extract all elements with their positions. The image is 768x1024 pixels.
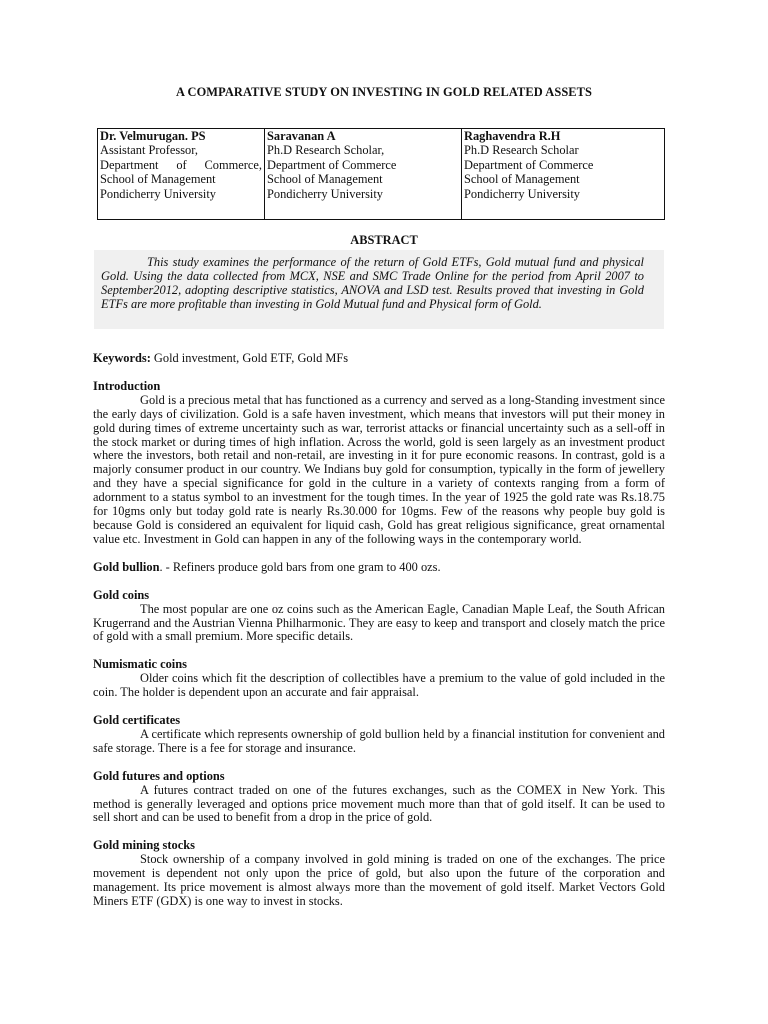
authors-table: [97, 128, 665, 220]
section-text-numismatic-coins: Older coins which fit the description of collectibles have a premium to the value of gold included in the coin. The holder is dependent upon an accurate and fair appraisal.: [93, 671, 665, 700]
author-cell-2: [265, 129, 462, 220]
section-text-gold-certificates: A certificate which represents ownership of gold bullion held by a financial institution for convenient and safe storage. There is a fee for storage and insurance.: [93, 726, 665, 755]
section-heading-gold-coins: Gold coins: [93, 587, 150, 602]
author-affiliation: Pondicherry University: [100, 186, 216, 201]
author-name: Raghavendra R.H: [464, 129, 561, 143]
abstract-text: This study examines the performance of the return of Gold ETFs, Gold mutual fund and physical Gold. Using the data collected from MCX, NSE and SMC Trade Online for the period from April 2007 to September2012, adopting descriptive statistics, ANOVA and LSD test. Results proved that investing in Gold ETFs are more profitable than investing in Gold Mutual fund and Physical form of Gold.: [101, 255, 644, 311]
section-text-gold-mining-stocks: Stock ownership of a company involved in gold mining is traded on one of the exchanges. The price movement is dependent not only upon the price of gold, but also upon the future of the corporation and management. Its price movement is almost always more than the movement of gold itself. Market Vectors Gold Miners ETF (GDX) is one way to invest in stocks.: [93, 852, 665, 908]
paper-title: A COMPARATIVE STUDY ON INVESTING IN GOLD RELATED ASSETS: [175, 85, 593, 99]
author-affiliation: School of Management: [267, 172, 383, 187]
author-affiliation: Pondicherry University: [464, 186, 580, 201]
author-affiliation: Department of Commerce: [464, 157, 594, 172]
paper-body: [93, 352, 665, 909]
section-heading-gold-mining-stocks: Gold mining stocks: [93, 838, 195, 853]
author-affiliation: Assistant Professor,: [100, 143, 198, 158]
author-affiliation: Department of Commerce: [267, 157, 397, 172]
author-cell-1: [98, 129, 265, 220]
author-affiliation: School of Management: [464, 172, 580, 187]
author-affiliation: Ph.D Research Scholar,: [267, 143, 385, 158]
section-text-gold-futures: A futures contract traded on one of the futures exchanges, such as the COMEX in New York. This method is generally leveraged and options price movement much more than that of gold itself. It can be used to sell short and can be used to benefit from a drop in the price of gold.: [93, 782, 665, 825]
author-name: Dr. Velmurugan. PS: [100, 129, 206, 143]
abstract-heading: ABSTRACT: [350, 233, 418, 247]
section-text-gold-coins: The most popular are one oz coins such as the American Eagle, Canadian Maple Leaf, the South African Krugerrand and the Austrian Vienna Philharmonic. They are easy to keep and transport and closely match the price of gold with a small premium. More specific details.: [93, 601, 665, 644]
author-affiliation: School of Management: [100, 172, 216, 187]
keywords-text: Gold investment, Gold ETF, Gold MFs: [150, 351, 349, 365]
section-heading-gold-futures: Gold futures and options: [93, 768, 225, 783]
section-gold-bullion: [93, 561, 665, 575]
author-cell-3: [462, 129, 665, 220]
section-heading-introduction: Introduction: [93, 378, 161, 393]
section-text-introduction: Gold is a precious metal that has functioned as a currency and served as a long-Standing investment since the early days of civilization. Gold is a safe haven investment, which means that investors will put their money in gold during times of extreme uncertainty such as war, terrorist attacks or financial uncertainty such as a sell-off in the stock market or during times of high inflation. Across the world, gold is seen largely as an investment product where the investors, both retail and non-retail, are investing in it for pure economic reasons. In contrast, gold is a majorly consumer product in our country. We Indians buy gold for consumption, typically in the form of jewellery and they have a special significance for gold in the culture in a variety of contexts ranging from a form of adornment to a status symbol to an investment for the tough times. In the year of 1925 the gold rate was Rs.18.75 for 10gms only but today gold rate is nearly Rs.30.000 for 10gms. Few of the reasons why people buy gold is because Gold is considered an equivalent for liquid cash, Gold has great religious significance, great ornamental value etc. Investment in Gold can happen in any of the following ways in the contemporary world.: [93, 392, 665, 546]
section-heading-numismatic-coins: Numismatic coins: [93, 657, 187, 672]
author-affiliation: Ph.D Research Scholar: [464, 143, 579, 158]
section-text-gold-bullion: . - Refiners produce gold bars from one gram to 400 ozs.: [159, 559, 441, 574]
author-affiliation: Pondicherry University: [267, 186, 383, 201]
section-heading-gold-bullion: Gold bullion: [93, 559, 160, 574]
keywords-label: Keywords:: [93, 351, 151, 365]
author-name: Saravanan A: [267, 129, 336, 143]
author-affiliation: Department of Commerce,: [100, 157, 262, 172]
section-heading-gold-certificates: Gold certificates: [93, 713, 181, 728]
abstract-paragraph: [101, 256, 644, 312]
keywords-line: [93, 352, 665, 366]
